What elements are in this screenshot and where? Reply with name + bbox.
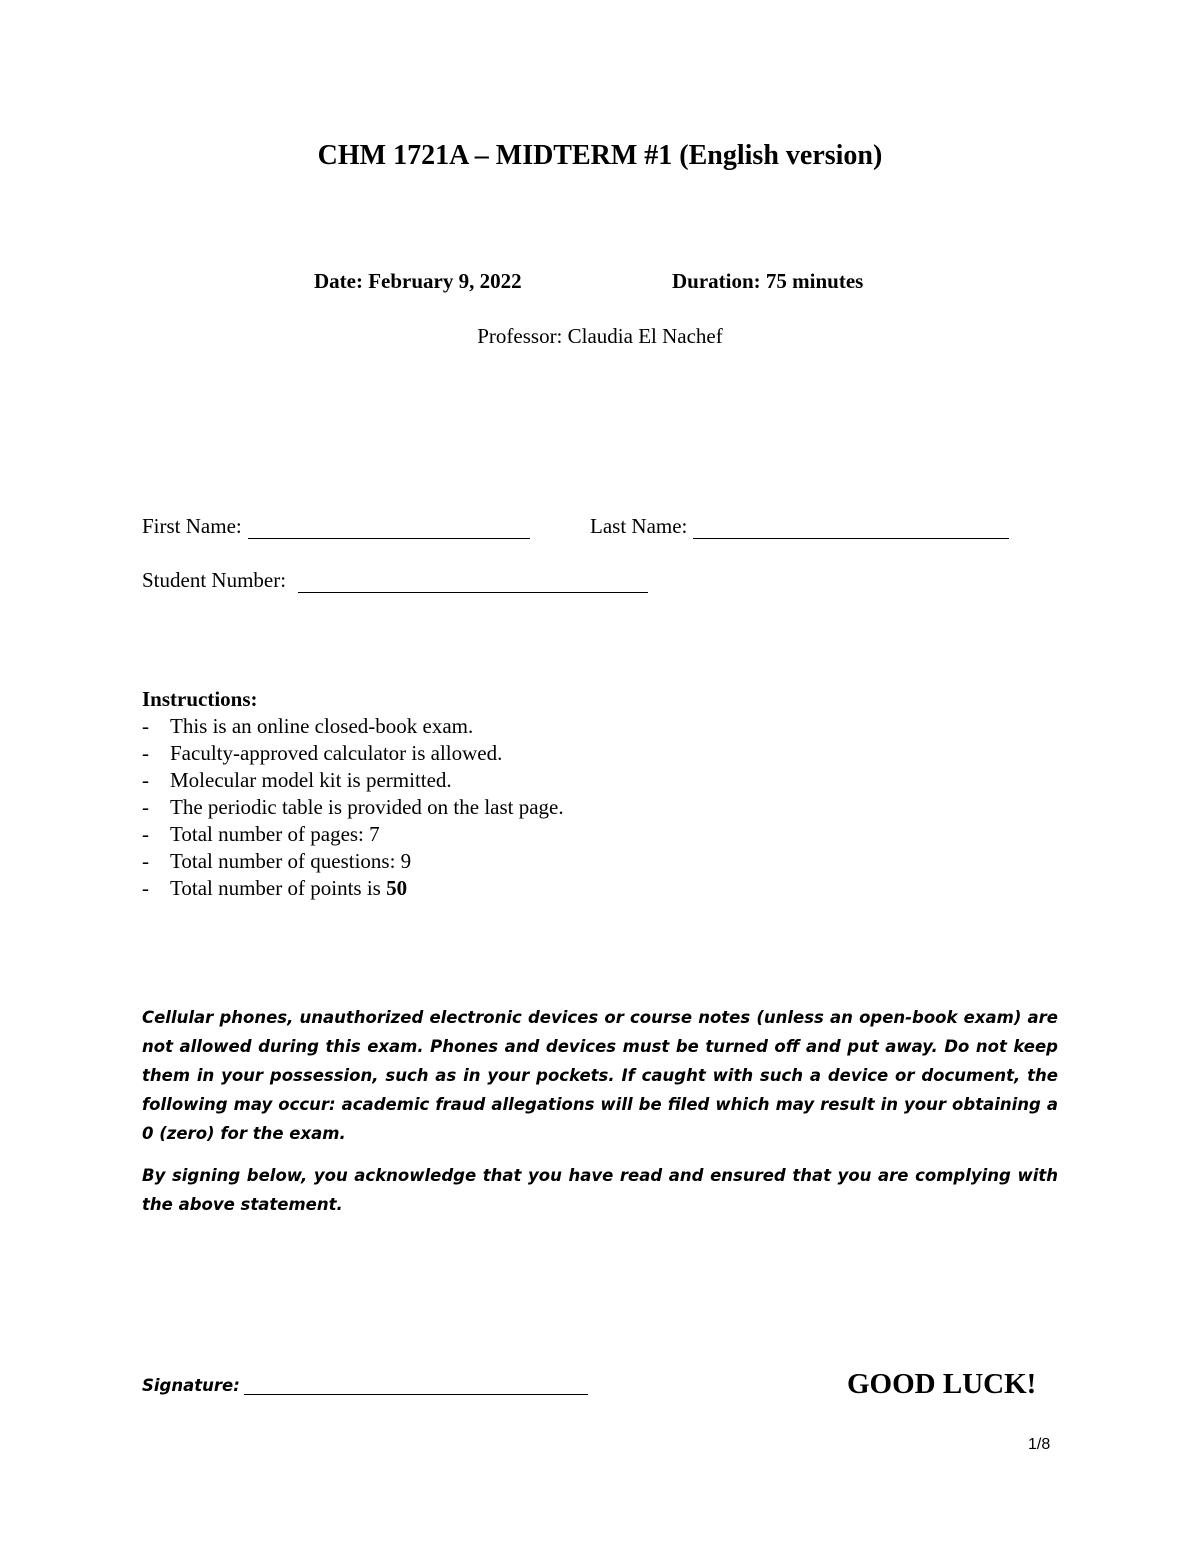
signature-field <box>142 1376 588 1395</box>
instruction-text: The periodic table is provided on the last page. <box>170 795 564 819</box>
instruction-text: Molecular model kit is permitted. <box>170 768 452 792</box>
good-luck-message: GOOD LUCK! <box>847 1368 1037 1400</box>
exam-title: CHM 1721A – MIDTERM #1 (English version) <box>317 140 883 171</box>
page-number: 1/8 <box>1028 1436 1051 1453</box>
device-policy-warning: Cellular phones, unauthorized electronic devices or course notes (unless an open-book exam) are not allowed during this exam. Phones and devices must be turned off and put away. Do not keep them in your possession, such as in your pockets. If caught with such a device or document, the following may occur: academic fraud allegations will be filed which may result in your obtaining a 0 (zero) for the exam. <box>142 1008 1058 1143</box>
bullet-dash: - <box>142 741 149 765</box>
professor-name: Professor: Claudia El Nachef <box>477 324 723 348</box>
list-item <box>142 713 564 740</box>
instructions-list <box>142 713 564 902</box>
list-item <box>142 794 564 821</box>
bullet-dash: - <box>142 849 149 873</box>
instruction-text: Total number of questions: 9 <box>170 849 412 873</box>
instruction-text: Total number of pages: 7 <box>170 822 380 846</box>
signature-blank <box>244 1378 588 1395</box>
signature-label: Signature: <box>142 1376 240 1395</box>
first-name-blank <box>248 520 530 539</box>
bullet-dash: - <box>142 714 149 738</box>
list-item <box>142 875 564 902</box>
exam-duration: Duration: 75 minutes <box>672 269 864 293</box>
list-item <box>142 821 564 848</box>
instructions-heading: Instructions: <box>142 687 258 711</box>
total-points-value: 50 <box>386 876 408 900</box>
acknowledgement-statement: By signing below, you acknowledge that you have read and ensured that you are complying with the above statement. <box>142 1166 1058 1214</box>
list-item <box>142 848 564 875</box>
bullet-dash: - <box>142 822 149 846</box>
bullet-dash: - <box>142 795 149 819</box>
bullet-dash: - <box>142 876 149 900</box>
student-number-blank <box>298 574 648 593</box>
instruction-text: This is an online closed-book exam. <box>170 714 474 738</box>
exam-date: Date: February 9, 2022 <box>314 269 522 293</box>
instruction-text: Faculty-approved calculator is allowed. <box>170 741 503 765</box>
student-number-label: Student Number: <box>142 568 287 592</box>
last-name-field <box>590 514 1009 539</box>
list-item <box>142 767 564 794</box>
instruction-text: Total number of points is <box>170 876 387 900</box>
bullet-dash: - <box>142 768 149 792</box>
student-number-field <box>142 568 648 593</box>
first-name-label: First Name: <box>142 514 242 538</box>
last-name-blank <box>693 520 1009 539</box>
first-name-field <box>142 514 530 539</box>
list-item <box>142 740 564 767</box>
last-name-label: Last Name: <box>590 514 688 538</box>
